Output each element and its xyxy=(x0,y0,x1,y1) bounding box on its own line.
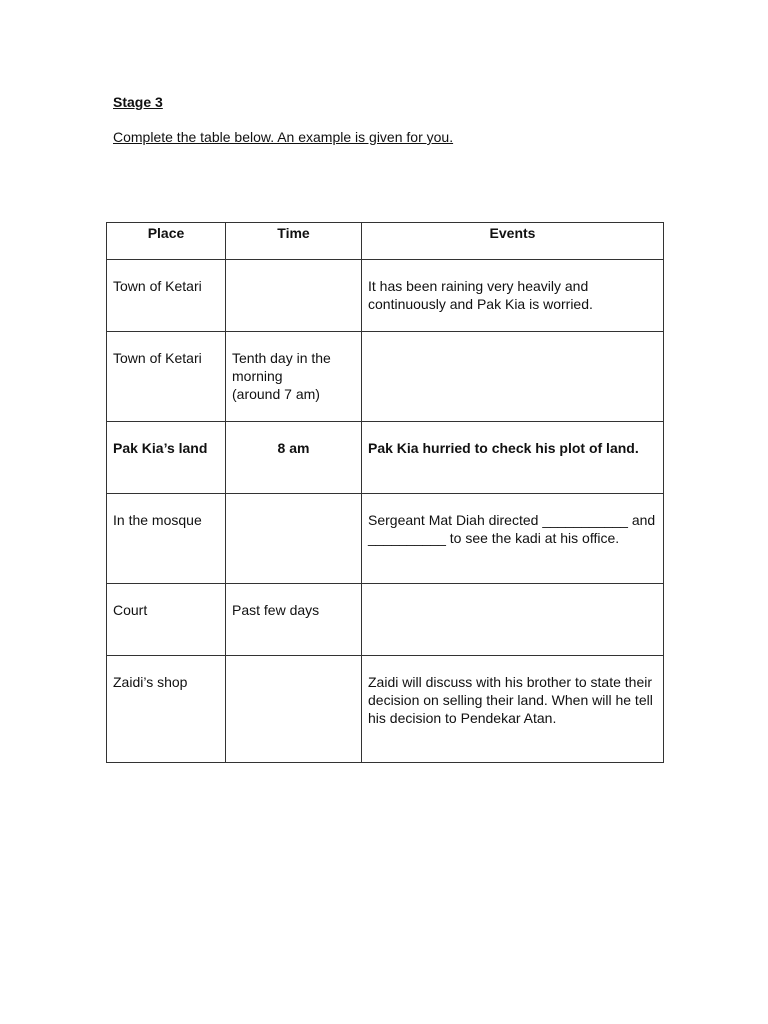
time-cell: Past few days xyxy=(226,584,362,656)
events-cell xyxy=(362,332,664,422)
time-cell: 8 am xyxy=(226,422,362,494)
place-cell: Court xyxy=(107,584,226,656)
events-cell: Pak Kia hurried to check his plot of land. xyxy=(362,422,664,494)
table-row-example xyxy=(107,422,664,494)
time-cell xyxy=(226,494,362,584)
instructions-text: Complete the table below. An example is given for you. xyxy=(113,129,454,145)
time-cell xyxy=(226,656,362,763)
place-cell: In the mosque xyxy=(107,494,226,584)
table-row xyxy=(107,260,664,332)
place-cell: Zaidi’s shop xyxy=(107,656,226,763)
events-cell xyxy=(362,584,664,656)
header-place: Place xyxy=(107,223,226,260)
header-events: Events xyxy=(362,223,664,260)
events-table xyxy=(106,222,664,763)
table-row xyxy=(107,332,664,422)
table-row xyxy=(107,656,664,763)
time-cell: Tenth day in the morning (around 7 am) xyxy=(226,332,362,422)
events-cell: Sergeant Mat Diah directed ___________ and __________ to see the kadi at his office. xyxy=(362,494,664,584)
table-row xyxy=(107,584,664,656)
place-cell: Town of Ketari xyxy=(107,332,226,422)
events-cell: Zaidi will discuss with his brother to state their decision on selling their land. When will he tell his decision to Pendekar Atan. xyxy=(362,656,664,763)
place-cell: Pak Kia’s land xyxy=(107,422,226,494)
table-row xyxy=(107,494,664,584)
time-cell xyxy=(226,260,362,332)
header-time: Time xyxy=(226,223,362,260)
place-cell: Town of Ketari xyxy=(107,260,226,332)
table-header-row xyxy=(107,223,664,260)
events-cell: It has been raining very heavily and continuously and Pak Kia is worried. xyxy=(362,260,664,332)
stage-title: Stage 3 xyxy=(113,94,163,110)
